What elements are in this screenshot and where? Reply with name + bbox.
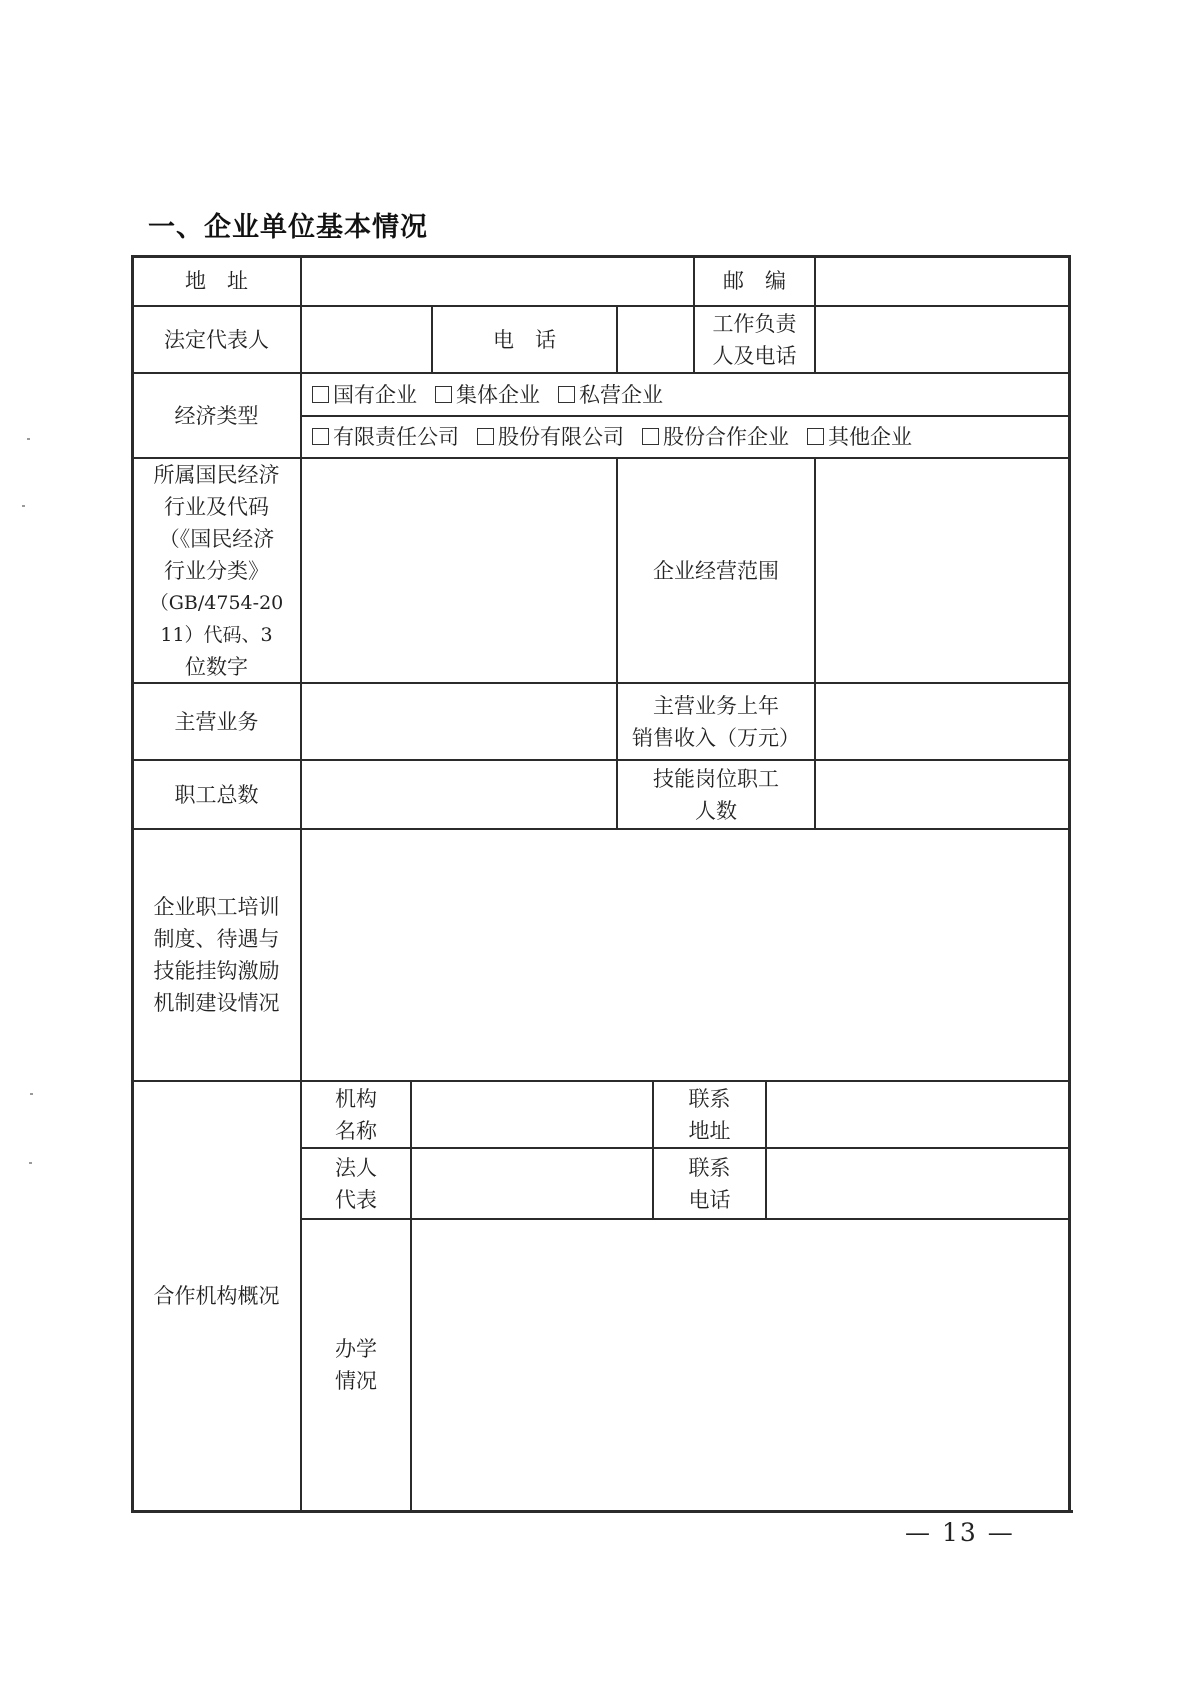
partner-label: 合作机构概况 [153, 1284, 280, 1308]
address-label: 地 址 [185, 269, 248, 293]
checkbox-private[interactable]: 私营企业 [558, 379, 663, 411]
partner-rep-label: 法人 代表 [335, 1155, 377, 1212]
training-field[interactable] [302, 830, 1068, 1080]
economy-options-row1 [302, 374, 1068, 415]
skilled-staff-field[interactable] [816, 761, 1068, 828]
checkbox-state-owned[interactable]: 国有企业 [312, 379, 417, 411]
section-title: 一、企业单位基本情况 [148, 212, 428, 243]
staff-total-field[interactable] [302, 761, 616, 828]
business-scope-field[interactable] [816, 459, 1068, 682]
checkbox-limited-liability[interactable]: 有限责任公司 [312, 421, 459, 453]
industry-code-field[interactable] [302, 459, 616, 682]
phone-label: 电 话 [493, 327, 556, 352]
staff-total-label: 职工总数 [174, 782, 259, 807]
main-business-label: 主营业务 [174, 709, 259, 734]
school-field[interactable] [412, 1220, 1068, 1510]
partner-address-label: 联系 地址 [688, 1086, 731, 1143]
school-label: 办学 情况 [335, 1337, 377, 1393]
partner-name-label: 机构 名称 [335, 1086, 377, 1143]
legal-rep-field[interactable] [302, 307, 431, 372]
economy-options-row2 [302, 417, 1068, 457]
checkbox-cooperative[interactable]: 股份合作企业 [642, 421, 789, 453]
legal-rep-label: 法定代表人 [164, 327, 269, 352]
revenue-field[interactable] [816, 684, 1068, 759]
partner-address-field[interactable] [767, 1082, 1068, 1147]
skilled-staff-label: 技能岗位职工 人数 [653, 766, 779, 823]
address-field[interactable] [302, 257, 693, 305]
postcode-label: 邮 编 [723, 269, 786, 293]
work-contact-label: 工作负责 人及电话 [712, 311, 797, 368]
partner-phone-label: 联系 电话 [688, 1155, 731, 1212]
postcode-field[interactable] [816, 257, 1068, 305]
page-number: — 13 — [905, 1518, 1015, 1547]
training-label: 企业职工培训 制度、待遇与 技能挂钩激励 机制建设情况 [153, 895, 280, 1015]
partner-name-field[interactable] [412, 1082, 652, 1147]
work-contact-field[interactable] [816, 307, 1068, 372]
phone-field[interactable] [618, 307, 693, 372]
revenue-label: 主营业务上年 销售收入（万元） [632, 693, 800, 750]
economy-type-label: 经济类型 [174, 403, 259, 428]
business-scope-label: 企业经营范围 [653, 558, 779, 583]
main-business-field[interactable] [302, 684, 616, 759]
industry-code-label: 所属国民经济 行业及代码 （《国民经济 行业分类》 （GB/4754-20 11）代码、3 位数字 [149, 462, 284, 679]
partner-rep-field[interactable] [412, 1149, 652, 1218]
checkbox-collective[interactable]: 集体企业 [435, 379, 540, 411]
checkbox-joint-stock[interactable]: 股份有限公司 [477, 421, 624, 453]
partner-phone-field[interactable] [767, 1149, 1068, 1218]
checkbox-other[interactable]: 其他企业 [807, 421, 912, 453]
